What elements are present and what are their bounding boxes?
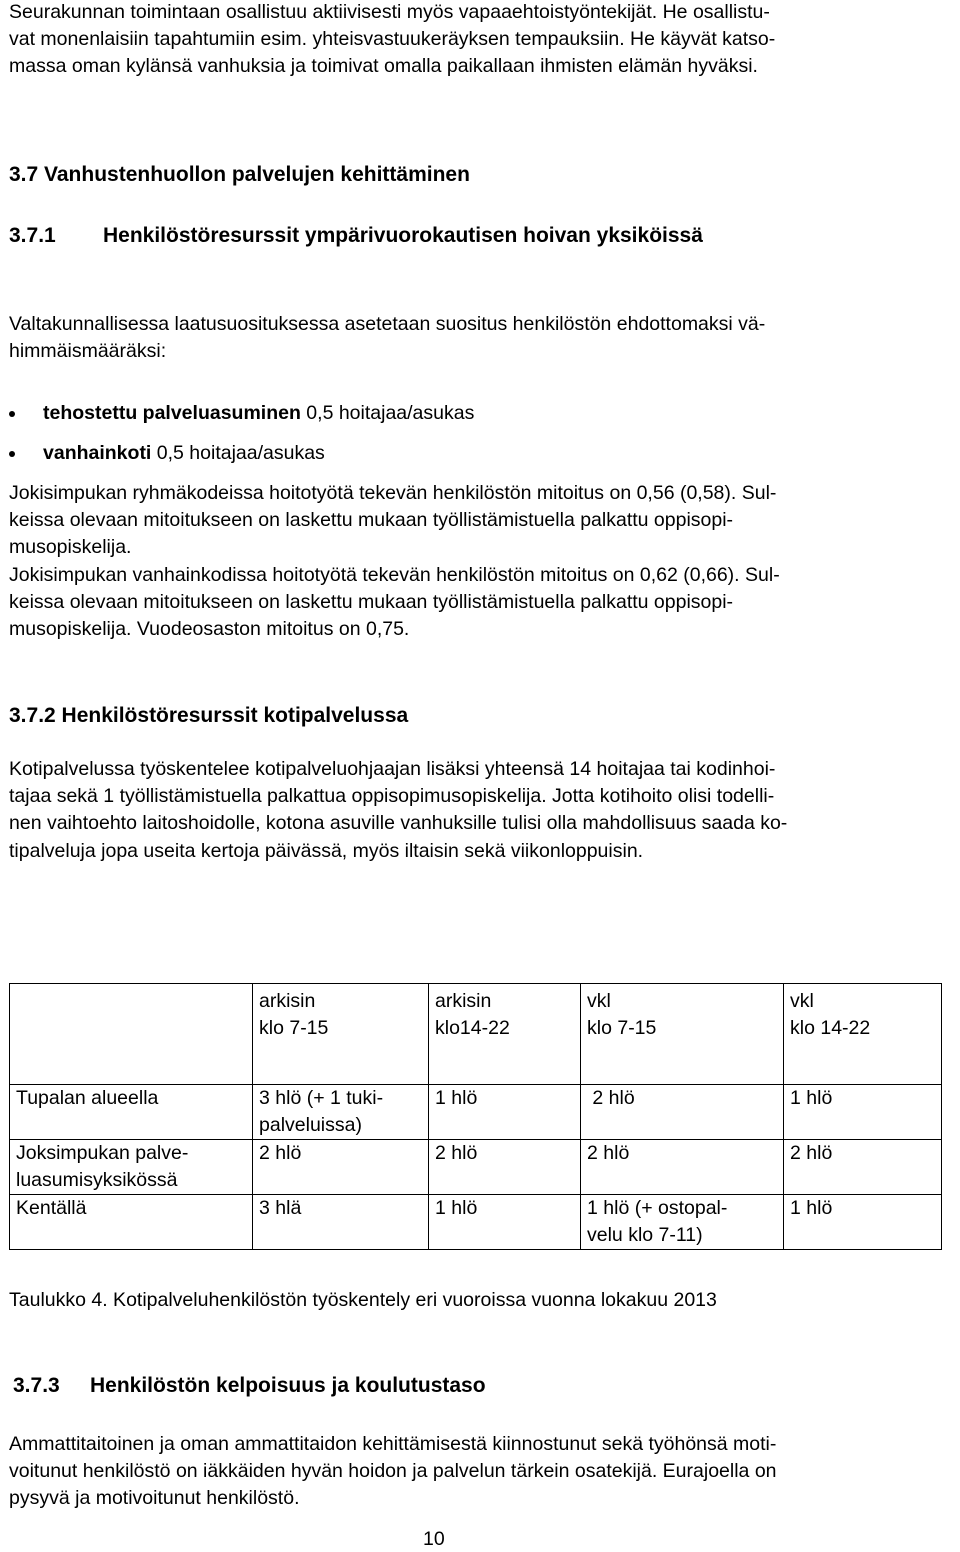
paragraph-line: pysyvä ja motivoitunut henkilöstö. (9, 1487, 300, 1509)
table-caption: Taulukko 4. Kotipalveluhenkilöstön työskentely eri vuoroissa vuonna lokakuu 2013 (9, 1289, 717, 1311)
table-cell: Tupalan alueella (10, 1085, 253, 1140)
table-row (10, 1195, 942, 1250)
section-3-7-3-number: 3.7.3 (13, 1374, 60, 1397)
intro-line-2: vat monenlaisiin tapahtumiin esim. yhteisvastuukeräyksen tempauksiin. He käyvät katso- (9, 28, 776, 50)
bullet-text: 0,5 hoitajaa/asukas (300, 402, 475, 424)
paragraph-line: tipalveluja jopa useita kertoja päivässä, myös iltaisin sekä viikonloppuisin. (9, 840, 644, 862)
bullet-icon (9, 411, 15, 417)
table-cell: 2 hlö (581, 1085, 784, 1140)
table-cell: 2 hlö (253, 1140, 429, 1195)
table-cell: 3 hlä (253, 1195, 429, 1250)
table-cell: 1 hlö (429, 1195, 581, 1250)
paragraph-line: Kotipalvelussa työskentelee kotipalveluohjaajan lisäksi yhteensä 14 hoitajaa tai kodinhoi- (9, 758, 776, 780)
section-3-7-1-number: 3.7.1 (9, 224, 56, 247)
table-cell: 1 hlö (+ ostopal- velu klo 7-11) (581, 1195, 784, 1250)
paragraph-line: musopiskelija. Vuodeosaston mitoitus on 0,75. (9, 618, 410, 640)
paragraph-line: Jokisimpukan ryhmäkodeissa hoitotyötä tekevän henkilöstön mitoitus on 0,56 (0,58). Sul- (9, 482, 777, 504)
table-cell: 1 hlö (784, 1085, 942, 1140)
bullet-text: 0,5 hoitajaa/asukas (151, 442, 325, 464)
paragraph-line: nen vaihtoehto laitoshoidolle, kotona asuville vanhuksille tulisi olla mahdollisuus saada ko- (9, 812, 788, 834)
section-3-7-heading: 3.7 Vanhustenhuollon palvelujen kehittäminen (9, 163, 470, 186)
table-header-row (10, 984, 942, 1085)
table-cell: 1 hlö (429, 1085, 581, 1140)
bullet-icon (9, 451, 15, 457)
table-header-cell: vkl klo 14-22 (784, 984, 942, 1085)
table-cell: 2 hlö (784, 1140, 942, 1195)
paragraph-line: himmäismääräksi: (9, 340, 167, 362)
paragraph-line: voitunut henkilöstö on iäkkäiden hyvän hoidon ja palvelun tärkein osatekijä. Eurajoella on (9, 1460, 777, 1482)
section-3-7-1-heading: Henkilöstöresurssit ympärivuorokautisen hoivan yksiköissä (103, 224, 703, 247)
intro-line-1: Seurakunnan toimintaan osallistuu aktiivisesti myös vapaaehtoistyöntekijät. He osallistu- (9, 1, 770, 23)
table-cell: 1 hlö (784, 1195, 942, 1250)
section-3-7-3-heading: Henkilöstön kelpoisuus ja koulutustaso (90, 1374, 486, 1397)
paragraph-line: Jokisimpukan vanhainkodissa hoitotyötä tekevän henkilöstön mitoitus on 0,62 (0,66). Sul- (9, 564, 780, 586)
table-header-cell: arkisin klo 7-15 (253, 984, 429, 1085)
table-row (10, 1140, 942, 1195)
page-number: 10 (423, 1528, 445, 1550)
table-header-cell: arkisin klo14-22 (429, 984, 581, 1085)
bullet-bold: vanhainkoti (43, 442, 152, 464)
paragraph-line: keissa olevaan mitoitukseen on laskettu mukaan työllistämistuella palkattu oppisopi- (9, 591, 734, 613)
table-cell: Joksimpukan palve- luasumisyksikössä (10, 1140, 253, 1195)
section-3-7-2-heading: 3.7.2 Henkilöstöresurssit kotipalvelussa (9, 704, 409, 727)
staffing-table (9, 983, 942, 1250)
paragraph-line: musopiskelija. (9, 536, 132, 558)
paragraph-line: Ammattitaitoinen ja oman ammattitaidon kehittämisestä kiinnostunut sekä työhönsä moti- (9, 1433, 777, 1455)
paragraph-line: keissa olevaan mitoitukseen on laskettu mukaan työllistämistuella palkattu oppisopi- (9, 509, 734, 531)
table-cell: 2 hlö (581, 1140, 784, 1195)
table-row (10, 1085, 942, 1140)
paragraph-line: Valtakunnallisessa laatusuosituksessa asetetaan suositus henkilöstön ehdottomaksi vä- (9, 313, 766, 335)
bullet-bold: tehostettu palveluasuminen (43, 402, 301, 424)
table-header-cell: vkl klo 7-15 (581, 984, 784, 1085)
table-cell: 3 hlö (+ 1 tuki- palveluissa) (253, 1085, 429, 1140)
table-cell: 2 hlö (429, 1140, 581, 1195)
bullet-item (43, 441, 325, 466)
paragraph-line: tajaa sekä 1 työllistämistuella palkattua oppisopimusopiskelija. Jotta kotihoito olisi todelli- (9, 785, 775, 807)
bullet-item (43, 401, 474, 426)
table-cell: Kentällä (10, 1195, 253, 1250)
intro-line-3: massa oman kylänsä vanhuksia ja toimivat omalla paikallaan ihmisten elämän hyväksi. (9, 55, 758, 77)
table-header-cell (10, 984, 253, 1085)
